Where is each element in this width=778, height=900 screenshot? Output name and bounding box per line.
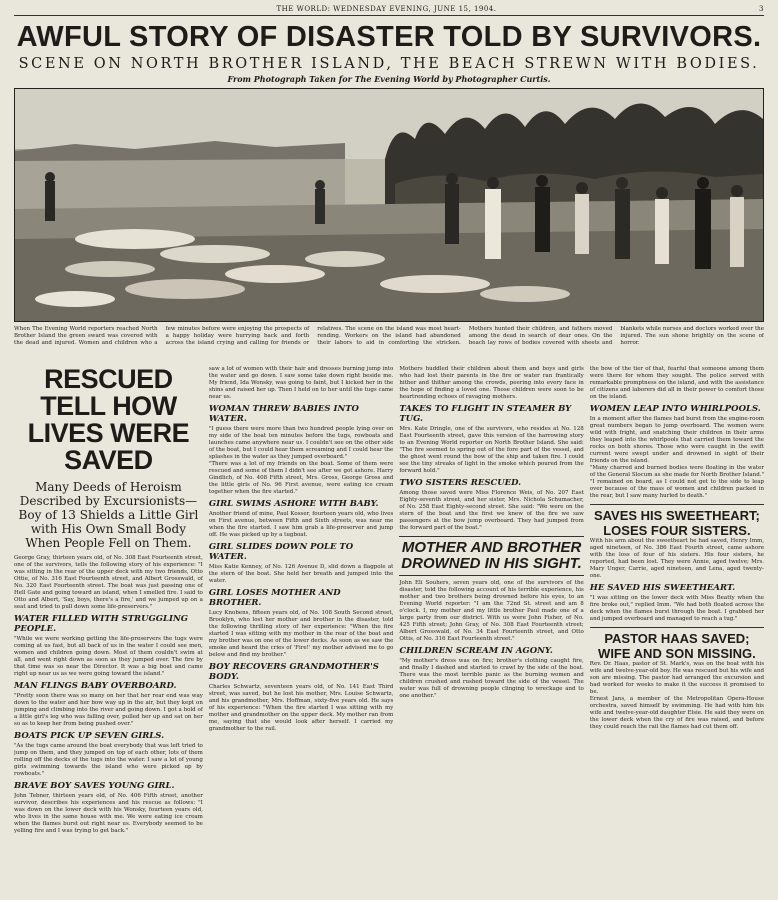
article-text: John Tebner, thirteen years old, of No. 406 Fifth street, another survivor, describes his experiences and his rescue as follows: "I was down on the lower deck with his Wonsky, fourteen years old, who lives in the same house with me. We were eating ice cream when the flames burst out right near us. Everybody seemed to be yelling fire and I was trying to get back." xyxy=(14,793,203,834)
article-text: "I guess there were more than two hundred people lying over on my side of the boat ten minutes before the tugs, rowboats and launches came anywhere near us. I couldn't see on the other side of the boat, but I could hear them screaming and I could hear the splashes in the water as they jumped overboard." xyxy=(208,426,394,460)
article-text: "I was sitting on the lower deck with Miss Beatty when the fire broke out," replied Imm. "We had both floated across the deck when the flames burst through the boat. I grabbed her and jumped overboard and managed to reach a tug." xyxy=(589,595,765,622)
page-number: 3 xyxy=(759,5,764,13)
subhead-man-flings: MAN FLINGS BABY OVERBOARD. xyxy=(14,681,177,691)
article-text: Another friend of mine, Paul Kosser, fourteen years old, who lives on First avenue, between Fifth and Sixth streets, was near me when the fire started. I saw him grab a life-preserver and jump off. He was picked up by a tugboat. xyxy=(208,511,394,538)
subhead-saved-sweetheart: HE SAVED HIS SWEETHEART. xyxy=(589,583,736,593)
subhead-children-scream: CHILDREN SCREAM IN AGONY. xyxy=(399,646,553,656)
rescued-intro: George Gray, thirteen years old, of No. 308 East Fourteenth street, one of the survivors, tells the following story of his experience: "I was sitting in the rear of the upper deck with my two friends, Otto Ottie, of No. 316 East Fourteenth street, and Albert Grosswald, of No. 320 East Fourteenth street. The boat was just passing one of Hell Gate and going toward an island, when I smelled fire. I said to Otto and Albert, 'Say, boys, there's a fire,' and we jumped up on a seat and tried to pull down some life-preservers." xyxy=(14,555,203,610)
article-text: John Eli Souhers, seven years old, one of the survivors of the disaster, told the following account of his terrible experience, his mother and two brothers being drowned before his eyes, to an Evening World reporter: "I am the 72nd St. street and am 8 o'clock. I, my mother and my little brother Paul made one of a large party from our district. With us were John Fisher, of No. 425 Fifth street; John Gray, of No. 308 East Fourteenth street; Albert Grosswald, of No. 34 East Fourteenth street, and Otto Ottis, of No. 316 East Fourteenth street." xyxy=(399,580,584,642)
subhead-boy-recovers: BOY RECOVERS GRANDMOTHER'S BODY. xyxy=(208,662,379,682)
article-text: the bow of the tier of that, fearful that someone among them were there for whom they sought. The police served with remarkable promptness on the island, and with the assistance of citizens and laborers did all in their power to comfort those on the island. xyxy=(589,366,765,400)
pastor-haas-headline: PASTOR HAAS SAVED; WIFE AND SON MISSING. xyxy=(590,627,764,661)
subhead-girl-slides: GIRL SLIDES DOWN POLE TO WATER. xyxy=(208,542,354,562)
mother-brother-headline: MOTHER AND BROTHER DROWNED IN HIS SIGHT. xyxy=(399,536,583,576)
photo-credit: From Photograph Taken for The Evening World by Photographer Curtis. xyxy=(227,74,551,84)
article-text: Ernest Jans, a member of the Metropolitan Opera-House orchestra, saved himself by swimming. He had with him his wife and twelve-year-old daughter Elsie. He said they were on the lower deck when the cry of fire was raised, and before they could reach the rail the flames had cut them off. xyxy=(589,696,765,730)
middle-column xyxy=(209,366,393,835)
article-text: Rev. Dr. Haas, pastor of St. Mark's, was on the boat with his wife and twelve-year-old boy. He was rescued but his wife and son are missing. The pastor had arranged the excursion and had worked for weeks to make it the success it promised to be. xyxy=(589,661,765,695)
masthead-date: THE WORLD: WEDNESDAY EVENING, JUNE 15, 1904. xyxy=(276,5,497,13)
rescued-headline: RESCUED TELL HOW LIVES WERE SAVED xyxy=(27,364,190,475)
photo-caption: When The Evening World reporters reached North Brother Island the green sward was covered with the dead and injured. Women and children who a few minutes before were enjoying the prospects of a happy holiday were hurrying back and forth across the island crying and calling for friends or relatives. The scene on the island was most heart-rending. Workers on the island had abandoned their labors to aid in comforting the stricken. Mothers hunted their children, and fathers moved among the dead in search of dear ones. On the beach lay rows of bodies covered with sheets and blankets while nurses and doctors worked over the injured. The sun shone brightly on the scene of horror. xyxy=(14,326,764,346)
article-text: "Pretty soon there was so many on her that her rear end was way down to the water and her bow way up in the air, but they kept on jumping and climbing into the river and going down. I got a hold of a little girl's leg who was falling over, pulled her up and sat on her so as to keep her from being pushed over." xyxy=(14,693,203,727)
disaster-photograph xyxy=(14,88,764,322)
subhead-two-sisters: TWO SISTERS RESCUED. xyxy=(399,478,522,488)
subhead-boats-pick: BOATS PICK UP SEVEN GIRLS. xyxy=(14,731,165,741)
article-text: "While we were working getting the life-preservers the tugs were coming at us fast, but all back of us in the water I could see men, women and children going down. Most of them couldn't swim at all, and went right down as soon as they jumped over. The fire by that time was so near the Director. It was a big boat and came right up near us as we were going toward the island." xyxy=(14,636,203,677)
article-body xyxy=(14,366,764,835)
saves-sweetheart-headline: SAVES HIS SWEETHEART; LOSES FOUR SISTERS. xyxy=(590,504,764,538)
subhead-girl-swims: GIRL SWIMS ASHORE WITH BABY. xyxy=(208,499,379,509)
subhead-takes-flight: TAKES TO FLIGHT IN STEAMER BY TUG. xyxy=(399,404,572,424)
masthead xyxy=(14,0,764,16)
sub-headline: SCENE ON NORTH BROTHER ISLAND, THE BEACH STREWN WITH BODIES. xyxy=(18,56,760,72)
article-text: "As the tugs came around the boat everybody that was left tried to jump on them, and they jumped on top of each other, lots of them rolling off the decks of the tugs into the water. I saw a lot of young girls swimming towards the island who were picked up by rowboats." xyxy=(14,743,203,777)
article-text: Charles Schwartz, seventeen years old, of No. 141 East Third street, was saved, but he lost his mother, Mrs. Louise Schwartz, and his grandmother, Mrs. Hoffman, sixty-five years old. He says of his experience: "When the fire started I was sitting with my mother and grandmother on the upper deck. My mother ran from me, saying that she would look after herself. I carried my grandmother to the rail. xyxy=(208,684,394,732)
right-column xyxy=(590,366,764,835)
subhead-woman-threw: WOMAN THREW BABIES INTO WATER. xyxy=(208,404,359,424)
article-text: "There was a lot of my friends on the boat. Some of them were rescued and some of them I didn't see after we got ashore. Harry Gindlich, of No. 408 Fifth street, Mrs. Gross, George Gross and the little girls of No. 96 First avenue, were eating ice cream together when the fire started." xyxy=(208,461,394,495)
left-column xyxy=(14,366,203,835)
rescued-deck: Many Deeds of Heroism Described by Excursionists—Boy of 13 Shields a Little Girl with His Own Small Body When People Fell on Them. xyxy=(18,480,199,550)
center-column xyxy=(399,366,583,835)
article-text: "Many charred and burned bodies were floating in the water of the General Slocum as she made for North Brother Island." "I remained on board, as I could not get to the side to leap over because of the mass of women and children packed in the rear, but I saw many hurled to death." xyxy=(589,465,765,499)
main-headline: AWFUL STORY OF DISASTER TOLD BY SURVIVORS. xyxy=(16,21,762,53)
article-text: Mothers huddled their children about them and boys and girls who had lost their parents in the fire or water ran frantically hither and thither among the crowds, peering into every face in the hope of finding a loved one. Those children were soon to be heartrending echoes of ravaging mothers. xyxy=(399,366,584,400)
article-text: Miss Katie Kenney, of No. 126 Avenue D, slid down a flagpole at the stern of the boat. She held her breath and jumped into the water. xyxy=(208,564,394,584)
article-text: Mrs. Kate Dringle, one of the survivors, who resides at No. 128 East Fourteenth street, gave this version of the harrowing story to an Evening World reporter on North Brother Island. She said: "The fire seemed to spring out of the fore part of the vessel, and the ghost went round the bow of the ship and taken fire. I could see the tiny streaks of light in the smoke which poured from the forward hold." xyxy=(399,426,584,474)
article-text: Among those saved were Miss Florence Weis, of No. 207 East Eighty-seventh street, and her sister, Mrs. Nichola Schumacher, of No. 258 East Eighty-second street. She said: "We were on the stern of the boat and the first we knew of the fire we saw passengers at the bow jump overboard. They had jumped from the forward part of the boat." xyxy=(399,490,584,531)
subhead-brave-boy: BRAVE BOY SAVES YOUNG GIRL. xyxy=(14,781,175,791)
article-text: "My mother's dress was on fire; brother's clothing caught fire, and finally I dashed and started to crawl by the side of the boat. There was the most terrible panic as the burning women and children crushed and rushed toward the side of the vessel. The water was full of drowning people clinging to wreckage and to one another." xyxy=(399,658,584,699)
subhead-girl-loses: GIRL LOSES MOTHER AND BROTHER. xyxy=(208,588,341,608)
photo-illustration xyxy=(15,89,763,321)
subhead-women-leap: WOMEN LEAP INTO WHIRLPOOLS. xyxy=(589,404,761,414)
article-text: saw a lot of women with their hair and dresses burning jump into the water and go down. I saw some take down right beside me. My friend, Ida Wonsky, was going to faint, but I kicked her in the shins and raised her up. Then I held on to her until the tugs came near us. xyxy=(208,366,394,400)
article-text: In a moment after the flames had burst from the engine-room great numbers began to jump overboard. The women were wild with fright, and snatching their children in their arms they leaped into the whirlpools that carried them toward the rocks on both shores. Those who were caught in the swift current were swept under and drowned in sight of their friends on the island. xyxy=(589,416,765,464)
subhead-water-filled: WATER FILLED WITH STRUGGLING PEOPLE. xyxy=(14,614,189,634)
article-text: Lucy Knobens, fifteen years old, of No. 108 South Second street, Brooklyn, who lost her mother and brother in the disaster, told the following thrilling story of her experience: "When the fire started I was sitting with my mother in the rear of the boat and my brother was on one of the lower decks. As soon as we saw the smoke and heard the cries of 'Fire!' my mother advised me to go below and find my brother." xyxy=(208,610,394,658)
article-text: With his arm about the sweetheart he had saved, Henry Imm, aged nineteen, of No. 386 East Fourth street, came ashore with the loss of four of his sisters. His four sisters, he reported, had been lost. They were Annie, aged twelve; Mrs. Mary Unger, Carrie, aged nineteen, and Lena, aged twenty-one. xyxy=(589,538,765,579)
